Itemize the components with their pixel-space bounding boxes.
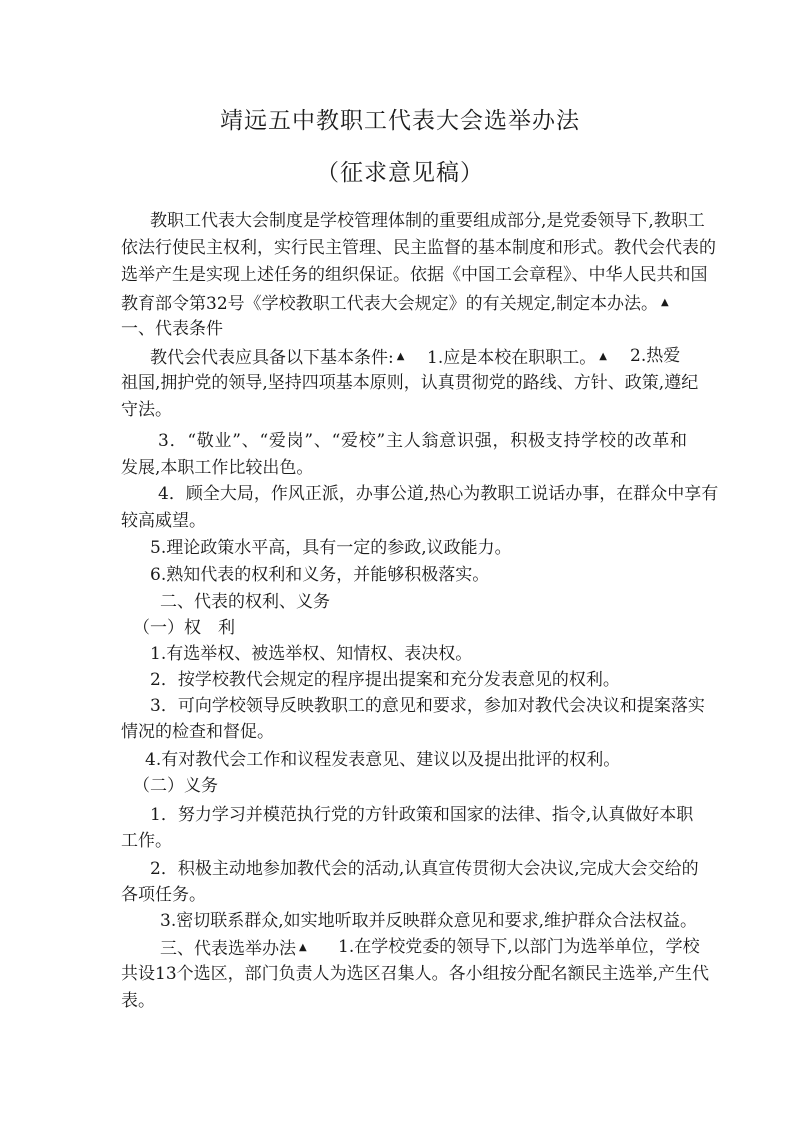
text-line: 选举产生是实现上述任务的组织保证。依据《中国工会章程》、中华人民共和国 [121,265,708,285]
text-segment: 1.在学校党委的领导下,以部门为选举单位，学校 [338,937,700,957]
text-line: 表。 [121,991,155,1011]
text-line: 4.有对教代会工作和议程发表意见、建议以及提出批评的权利。 [145,750,621,770]
text-line-content: 教育部令第32号《学校教职工代表大会规定》的有关规定,制定本办法。 [121,294,659,314]
text-line: 教职工代表大会制度是学校管理体制的重要组成部分,是党委领导下,教职工 [150,211,705,231]
section-heading: 二、代表的权利、义务 [160,592,330,612]
text-line: 情况的检查和督促。 [121,722,274,742]
text-line: 共设13个选区，部门负责人为选区召集人。各小组按分配名额民主选举,产生代 [121,964,710,984]
text-line [0,289,800,316]
document-subtitle: （征求意见稿） [316,160,484,186]
text-line: 3.密切联系群众,如实地听取并反映群众意见和要求,维护群众合法权益。 [160,911,698,931]
paragraph-mark: ▲ [599,351,607,362]
text-line: 1．努力学习并模范执行党的方针政策和国家的法律、指令,认真做好本职 [150,805,694,825]
section-heading-content: 三、代表选举办法 [160,939,296,959]
text-segment [150,343,404,372]
text-line: 各项任务。 [121,885,206,905]
subsection-heading: （一）权 利 [133,618,235,638]
text-segment [427,343,607,372]
section-heading: 一、代表条件 [121,319,223,339]
subsection-heading: （二）义务 [133,776,218,796]
text-segment-content: 1.应是本校在职职工。 [427,348,597,368]
text-line: 6.熟知代表的权利和义务，并能够积极落实。 [150,565,490,585]
paragraph-mark: ▲ [661,297,669,308]
text-line: 守法。 [121,400,172,420]
text-line: 较高威望。 [121,511,206,531]
text-line: 祖国,拥护党的领导,坚持四项基本原则，认真贯彻党的路线、方针、政策,遵纪 [121,373,699,393]
text-line: 4．顾全大局，作风正派，办事公道,热心为教职工说话办事，在群众中享有 [158,484,719,504]
text-line: 工作。 [121,831,172,851]
paragraph-mark: ▲ [396,351,405,362]
text-line [0,934,800,961]
text-segment-content: 教代会代表应具备以下基本条件: [150,348,394,368]
document-title: 靖远五中教职工代表大会选举办法 [220,108,580,134]
text-line: 2．按学校教代会规定的程序提出提案和充分发表意见的权利。 [150,670,620,690]
text-segment: 2.热爱 [630,346,681,366]
text-line: 发展,本职工作比较出色。 [121,458,314,478]
text-line [0,343,800,370]
text-line: 依法行使民主权利，实行民主管理、民主监督的基本制度和形式。教代会代表的 [121,238,716,258]
text-line: 3．“敬业”、“爱岗”、“爱校”主人翁意识强，积极支持学校的改革和 [158,431,687,451]
text-line: 2．积极主动地参加教代会的活动,认真宣传贯彻大会决议,完成大会交给的 [150,859,699,879]
text-line: 3．可向学校领导反映教职工的意见和要求，参加对教代会决议和提案落实 [150,696,705,716]
text-line: 1.有选举权、被选举权、知情权、表决权。 [150,644,473,664]
text-line: 5.理论政策水平高，具有一定的参政,议政能力。 [150,538,512,558]
paragraph-mark: ▲ [299,942,307,953]
section-heading [160,934,307,963]
